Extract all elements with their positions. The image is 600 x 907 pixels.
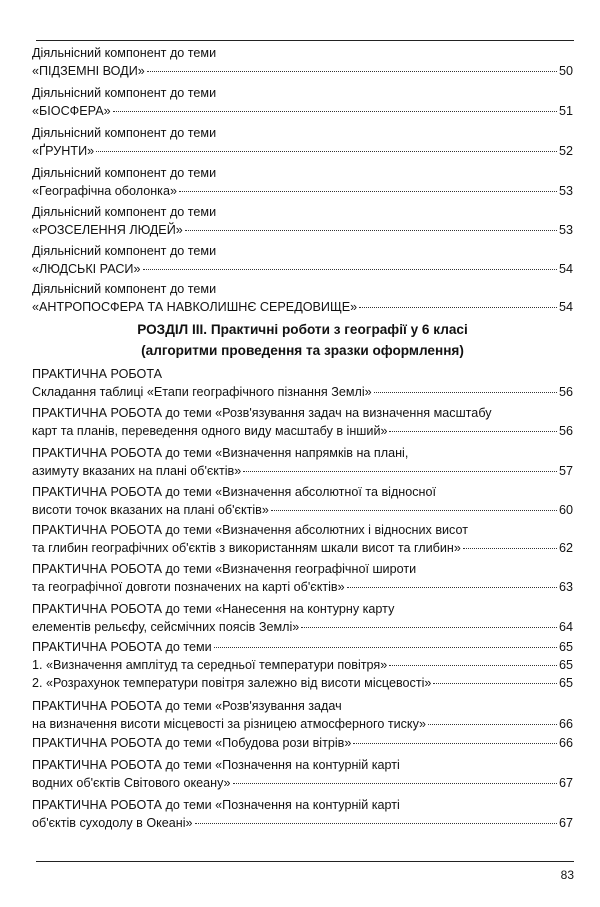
toc-entry-anthroposphere[interactable] xyxy=(32,280,573,316)
entry-line2: карт та планів, переведення одного виду масштабу в інший» xyxy=(32,424,388,438)
dot-leader xyxy=(271,510,557,511)
entry-title: ПРАКТИЧНА РОБОТА до теми xyxy=(32,640,212,654)
dot-leader xyxy=(243,471,557,472)
entry-line2: елементів рельєфу, сейсмічних поясів Землі» xyxy=(32,620,300,634)
toc-entry-practical-wind-rose[interactable] xyxy=(32,734,573,752)
entry-line1: Діяльнісний компонент до теми xyxy=(32,86,217,100)
toc-entry-practical-4[interactable] xyxy=(32,483,573,519)
entry-line2: висоти точок вказаних на плані об'єктів» xyxy=(32,503,269,517)
entry-line1: ПРАКТИЧНА РОБОТА до теми «Розв'язування задач xyxy=(32,699,342,713)
toc-entry-settlement[interactable] xyxy=(32,203,573,239)
entry-line2: та географічної довготи позначених на карті об'єктів» xyxy=(32,580,345,594)
entry-line1: Діяльнісний компонент до теми xyxy=(32,282,217,296)
entry-line2: «АНТРОПОСФЕРА ТА НАВКОЛИШНЄ СЕРЕДОВИЩЕ» xyxy=(32,300,358,314)
dot-leader xyxy=(389,665,557,666)
entry-line2: об'єктів суходолу в Океані» xyxy=(32,816,193,830)
dot-leader xyxy=(96,151,557,152)
entry-line1: Діяльнісний компонент до теми xyxy=(32,244,217,258)
entry-line2: «Географічна оболонка» xyxy=(32,184,177,198)
section-title-line2: (алгоритми проведення та зразки оформлення) xyxy=(141,343,464,358)
entry-page: 65 xyxy=(558,676,573,690)
dot-leader xyxy=(233,783,557,784)
dot-leader xyxy=(389,431,557,432)
entry-page: 50 xyxy=(558,64,573,78)
entry-text: ПРАКТИЧНА РОБОТА до теми «Побудова рози вітрів» xyxy=(32,736,352,750)
entry-line2: на визначення висоти місцевості за різницею атмосферного тиску» xyxy=(32,717,427,731)
entry-page: 53 xyxy=(558,223,573,237)
entry-line1: ПРАКТИЧНА РОБОТА до теми «Визначення напрямків на плані, xyxy=(32,446,409,460)
top-rule xyxy=(36,40,574,41)
entry-page: 67 xyxy=(558,776,573,790)
entry-line1: ПРАКТИЧНА РОБОТА до теми «Визначення географічної широти xyxy=(32,562,417,576)
dot-leader xyxy=(113,111,557,112)
dot-leader xyxy=(428,724,557,725)
entry-line1: ПРАКТИЧНА РОБОТА до теми «Позначення на контурній карті xyxy=(32,758,400,772)
entry-line2: та глибин географічних об'єктів з використанням шкали висот та глибин» xyxy=(32,541,461,555)
dot-leader xyxy=(433,683,557,684)
entry-page: 51 xyxy=(558,104,573,118)
entry-line2: азимуту вказаних на плані об'єктів» xyxy=(32,464,242,478)
entry-line1: ПРАКТИЧНА РОБОТА до теми «Позначення на контурній карті xyxy=(32,798,400,812)
bottom-rule xyxy=(36,861,574,862)
dot-leader xyxy=(179,191,557,192)
entry-line1: ПРАКТИЧНА РОБОТА xyxy=(32,367,162,381)
page-number: 83 xyxy=(560,868,574,882)
toc-entry-soils[interactable] xyxy=(32,124,573,160)
toc-entry-practical-land[interactable] xyxy=(32,796,573,832)
toc-entry-practical-multi[interactable] xyxy=(32,638,573,692)
dot-leader xyxy=(143,269,557,270)
entry-page: 56 xyxy=(558,385,573,399)
dot-leader xyxy=(353,743,557,744)
entry-page: 52 xyxy=(558,144,573,158)
entry-page: 60 xyxy=(558,503,573,517)
toc-entry-practical-3[interactable] xyxy=(32,444,573,480)
entry-page: 66 xyxy=(558,717,573,731)
toc-entry-human-races[interactable] xyxy=(32,242,573,278)
dot-leader xyxy=(359,307,557,308)
entry-line1: Діяльнісний компонент до теми xyxy=(32,205,217,219)
dot-leader xyxy=(147,71,557,72)
dot-leader xyxy=(195,823,557,824)
dot-leader xyxy=(214,647,557,648)
toc-entry-practical-7[interactable] xyxy=(32,600,573,636)
entry-page: 62 xyxy=(558,541,573,555)
entry-line1: Діяльнісний компонент до теми xyxy=(32,166,217,180)
toc-entry-practical-2[interactable] xyxy=(32,404,573,440)
entry-page: 53 xyxy=(558,184,573,198)
entry-line1: ПРАКТИЧНА РОБОТА до теми «Розв'язування задач на визначення масштабу xyxy=(32,406,492,420)
dot-leader xyxy=(185,230,557,231)
entry-line2: «БІОСФЕРА» xyxy=(32,104,111,118)
entry-line1: ПРАКТИЧНА РОБОТА до теми «Визначення абсолютних і відносних висот xyxy=(32,523,468,537)
entry-line2: водних об'єктів Світового океану» xyxy=(32,776,231,790)
section-title-line1: РОЗДІЛ III. Практичні роботи з географії у 6 класі xyxy=(137,322,468,337)
entry-line2: «ПІДЗЕМНІ ВОДИ» xyxy=(32,64,145,78)
entry-page: 63 xyxy=(558,580,573,594)
toc-entry-practical-ocean[interactable] xyxy=(32,756,573,792)
entry-line2: «ҐРУНТИ» xyxy=(32,144,95,158)
entry-line2: «РОЗСЕЛЕННЯ ЛЮДЕЙ» xyxy=(32,223,183,237)
entry-page: 65 xyxy=(558,658,573,672)
toc-entry-biosphere[interactable] xyxy=(32,84,573,120)
toc-entry-practical-6[interactable] xyxy=(32,560,573,596)
entry-line1: ПРАКТИЧНА РОБОТА до теми «Нанесення на контурну карту xyxy=(32,602,395,616)
entry-page: 66 xyxy=(558,736,573,750)
entry-page: 54 xyxy=(558,300,573,314)
entry-page: 65 xyxy=(558,640,573,654)
entry-page: 57 xyxy=(558,464,573,478)
toc-entry-practical-5[interactable] xyxy=(32,521,573,557)
entry-line1: Діяльнісний компонент до теми xyxy=(32,46,217,60)
toc-entry-geographic-shell[interactable] xyxy=(32,164,573,200)
entry-page: 67 xyxy=(558,816,573,830)
toc-entry-practical-pressure[interactable] xyxy=(32,697,573,733)
entry-line1: ПРАКТИЧНА РОБОТА до теми «Визначення абсолютної та відносної xyxy=(32,485,437,499)
toc-entry-underground-waters[interactable] xyxy=(32,44,573,80)
dot-leader xyxy=(463,548,557,549)
entry-page: 54 xyxy=(558,262,573,276)
dot-leader xyxy=(301,627,557,628)
entry-page: 56 xyxy=(558,424,573,438)
entry-line1: Діяльнісний компонент до теми xyxy=(32,126,217,140)
entry-line2: «ЛЮДСЬКІ РАСИ» xyxy=(32,262,141,276)
entry-item-2: 2. «Розрахунок температури повітря залежно від висоти місцевості» xyxy=(32,676,432,690)
entry-line2: Складання таблиці «Етапи географічного пізнання Землі» xyxy=(32,385,372,399)
dot-leader xyxy=(347,587,557,588)
entry-item-1: 1. «Визначення амплітуд та середньої температури повітря» xyxy=(32,658,388,672)
entry-page: 64 xyxy=(558,620,573,634)
dot-leader xyxy=(374,392,557,393)
toc-entry-practical-1[interactable] xyxy=(32,365,573,401)
